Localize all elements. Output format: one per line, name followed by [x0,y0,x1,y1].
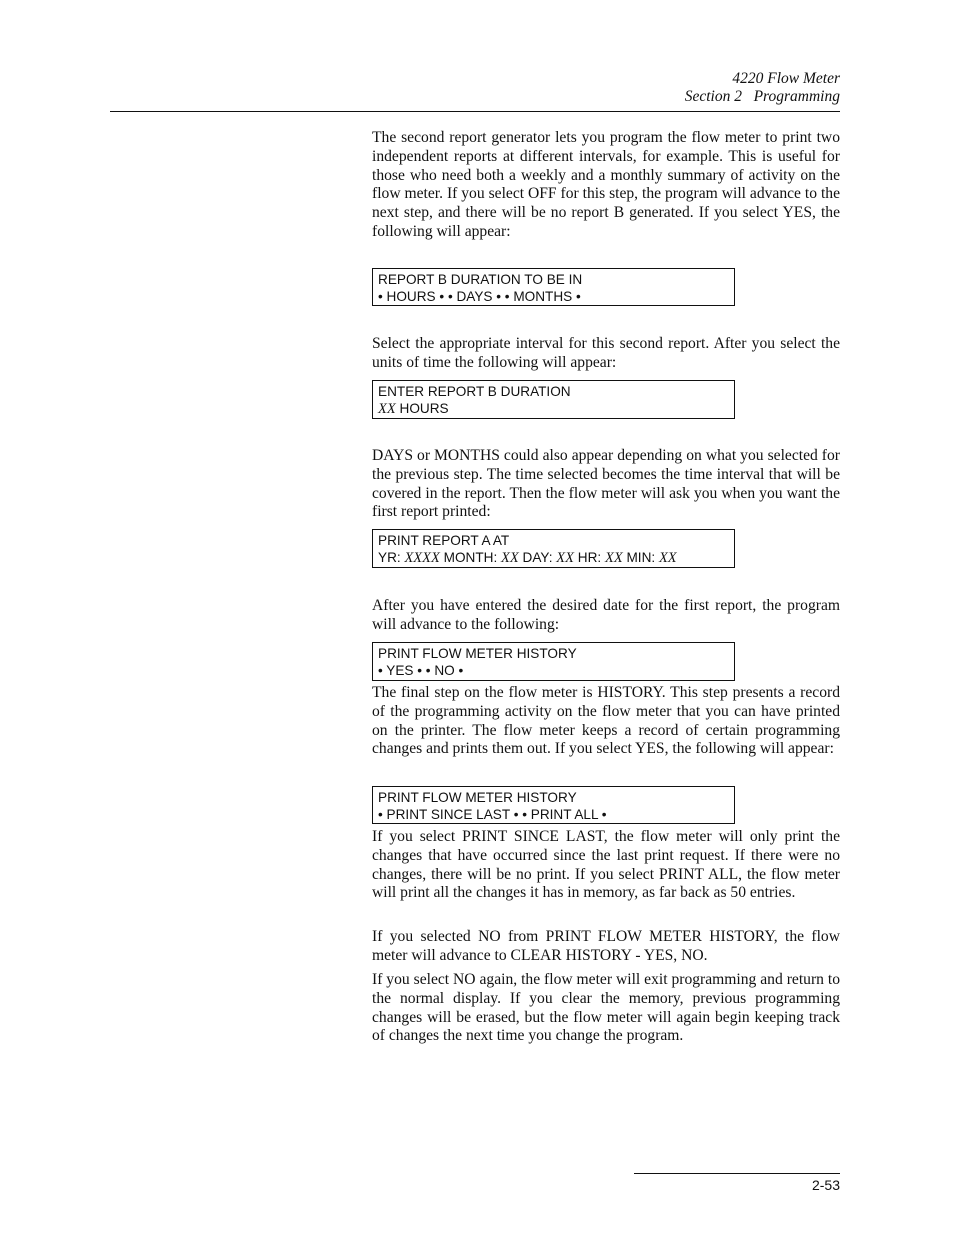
paragraph-text: If you select NO again, the flow meter will exit programming and return to the normal display. If you clear the memory, previous programming changes will be erased, but the flow meter will again begin keeping track of changes the next time you change the program. [372,971,840,1045]
display-enter-report-b-duration [372,380,735,419]
display-line-1: PRINT FLOW METER HISTORY [378,790,577,805]
display-line-2: • HOURS • • DAYS • • MONTHS • [378,289,581,304]
display-print-history-yes-no [372,642,735,681]
display-line-1: PRINT FLOW METER HISTORY [378,646,577,661]
day-label: DAY: [518,550,557,565]
variable-placeholder: XX [378,401,396,417]
header-section: Section 2 Programming [684,88,840,105]
display-line-2: • YES • • NO • [378,663,464,678]
display-line-1: REPORT B DURATION TO BE IN [378,272,583,287]
minute-placeholder: XX [658,550,677,566]
page-number: 2-53 [811,1177,840,1193]
footer-rule [634,1173,840,1174]
header-rule [110,111,840,112]
display-line-2 [378,549,734,567]
paragraph-text: The final step on the flow meter is HISTORY. This step presents a record of the programming activity on the flow meter that you can have printed on the printer. The flow meter keeps a record of certain programming changes and prints them out. If you select YES, the following will appear: [372,684,840,758]
year-label: YR: [378,550,405,565]
hour-label: HR: [574,550,605,565]
month-label: MONTH: [439,550,502,565]
display-line-1: ENTER REPORT B DURATION [378,384,571,399]
paragraph-3 [372,447,840,522]
paragraph-text: If you select PRINT SINCE LAST, the flow meter will only print the changes that have occurred since the last print request. If there were no changes, there will be no print. If you select PRINT ALL, the flow meter will print all the changes it has in memory, as far back as 50 entries. [372,828,840,902]
paragraph-text: If you selected NO from PRINT FLOW METER HISTORY, the flow meter will advance to CLEAR HISTORY - YES, NO. [372,928,840,964]
paragraph-5 [372,684,840,759]
paragraph-1 [372,129,840,242]
paragraph-4 [372,597,840,635]
paragraph-text: DAYS or MONTHS could also appear depending on what you selected for the previous step. The time selected becomes the time interval that will be covered in the report. Then the flow meter will ask you when you want the first report printed: [372,447,840,521]
running-header [685,70,840,106]
year-placeholder: XXXX [404,550,440,566]
paragraph-7 [372,928,840,966]
paragraph-6 [372,828,840,903]
display-report-b-duration-units [372,268,735,306]
display-line-1: PRINT REPORT A AT [378,533,510,548]
month-placeholder: XX [501,550,519,566]
header-title: 4220 Flow Meter [732,70,840,87]
display-print-report-a-at [372,529,735,568]
day-placeholder: XX [556,550,575,566]
display-print-history-options [372,786,735,824]
paragraph-text: After you have entered the desired date for the first report, the program will advance to the following: [372,597,840,633]
paragraph-8 [372,971,840,1046]
units-text: HOURS [395,401,449,416]
display-line-2 [378,400,734,418]
paragraph-text: The second report generator lets you program the flow meter to print two independent reports at different intervals, for example. This is useful for those who need both a weekly and a monthly summary of activity on the flow meter. If you select OFF for this step, the program will advance to the next step, and there will be no report B generated. If you select YES, the following will appear: [372,129,840,240]
minute-label: MIN: [622,550,659,565]
hour-placeholder: XX [604,550,623,566]
paragraph-text: Select the appropriate interval for this second report. After you select the units of time the following will appear: [372,335,840,371]
display-line-2: • PRINT SINCE LAST • • PRINT ALL • [378,807,607,822]
paragraph-2 [372,335,840,373]
